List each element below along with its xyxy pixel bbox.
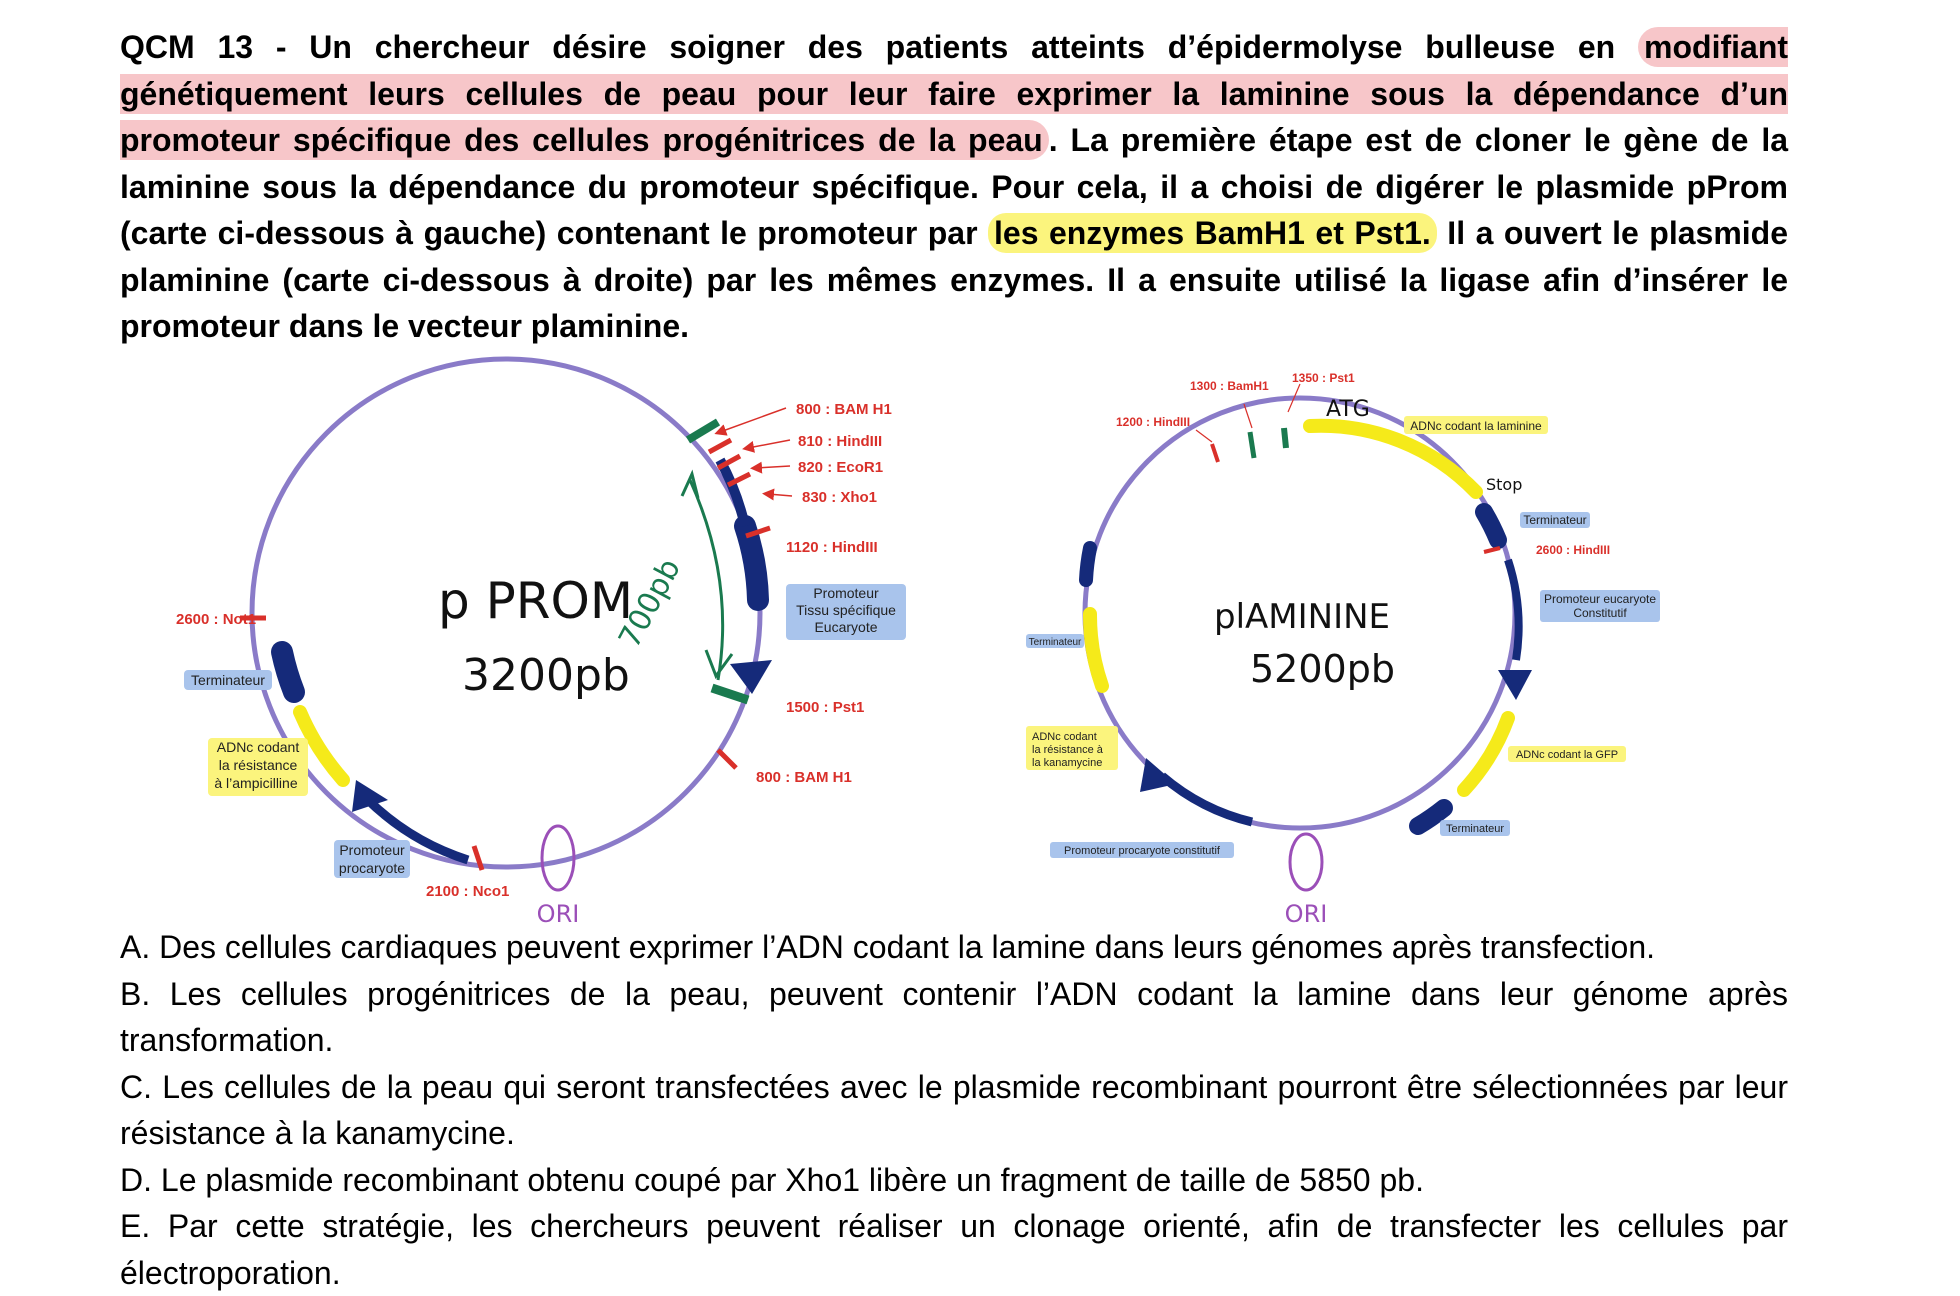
plaminine-leader-1200 [1196,430,1212,442]
plaminine-gfp [1464,718,1508,790]
plaminine-tick-2600 [1484,548,1500,552]
plaminine-tick-1300 [1250,432,1254,458]
pprom-leader-800 [720,408,786,432]
pprom-map [176,359,906,928]
pprom-promoter-l1: Promoteur [813,585,879,601]
answer-a[interactable]: A. Des cellules cardiaques peuvent exprimer l’ADN codant la lamine dans leurs génomes après transfection. [120,929,1655,965]
pprom-tick-800b [718,750,736,768]
plaminine-prok [1162,776,1252,822]
plaminine-stop: Stop [1486,475,1523,494]
plaminine-term2-label: Terminateur [1028,637,1082,648]
plaminine-prok-label: Promoteur procaryote constitutif [1064,845,1220,857]
plaminine-leader-1300 [1244,404,1252,428]
pprom-site-820: 820 : EcoR1 [798,459,884,476]
plaminine-ori-label: ORI [1284,900,1328,928]
pprom-ori-label: ORI [536,900,580,928]
plaminine-site-2600: 2600 : HindIII [1536,543,1611,557]
pprom-green-pst1 [712,688,748,700]
plaminine-tick-1200 [1212,444,1218,462]
question-part3: Il a ouvert le plasmide plaminine (carte ci-dessous à droite) par les mêmes enzymes. Il a ensuite utilisé la ligase afin d’insérer le promoteur dans le vecteur plaminine. [120,215,1789,344]
pprom-leader-830 [768,494,792,496]
plaminine-site-1300: 1300 : BamH1 [1190,379,1269,393]
plaminine-size: 5200pb [1250,647,1395,691]
pprom-site-810: 810 : HindIII [798,433,883,450]
pprom-700pb-head-top [682,474,698,498]
plaminine-terminator2 [1086,548,1090,580]
pprom-site-2100: 2100 : Nco1 [426,883,510,900]
pprom-site-830: 830 : Xho1 [802,489,878,506]
plaminine-gfp-label: ADNc codant la GFP [1515,749,1619,761]
plaminine-terminator1 [1484,512,1498,540]
plaminine-map [1026,371,1660,928]
question-highlight-red: modifiant génétiquement leurs cellules de peau pour leur faire exprimer la laminine sous la dépendance d’un promoteur spécifique des cellules progénitrices de la peau [120,29,1789,158]
pprom-promoter-l2: Tissu spécifique [796,602,896,618]
plaminine-term3-label: Terminateur [1445,823,1505,835]
plaminine-site-1350: 1350 : Pst1 [1292,371,1355,385]
plaminine-ori [1290,834,1322,890]
pprom-site-800: 800 : BAM H1 [796,401,892,418]
plaminine-promeuc-l1: Promoteur eucaryote [1543,592,1657,606]
plaminine-site-1200: 1200 : HindIII [1116,415,1191,429]
answer-d[interactable]: D. Le plasmide recombinant obtenu coupé par Xho1 libère un fragment de taille de 5850 pb. [120,1161,1424,1198]
plaminine-kan-l3: la kanamycine [1032,757,1103,769]
pprom-amp-l1: ADNc codant [216,739,300,755]
pprom-leader-820 [756,466,790,468]
plaminine-name: plAMININE [1214,597,1391,637]
pprom-tick-810 [709,440,731,452]
plaminine-promeuc-l2: Constitutif [1573,606,1627,620]
pprom-site-1120: 1120 : HindIII [786,539,878,556]
pprom-name: p PROM [438,572,634,630]
pprom-promoter-head [730,660,772,694]
answer-c[interactable]: C. Les cellules de la peau qui seront transfectées avec le plasmide recombinant pourront être sélectionnées par leur résistance à la kanamycine. [120,1068,1788,1151]
pprom-700pb: 700pb [612,553,688,654]
answer-b[interactable]: B. Les cellules progénitrices de la peau, peuvent contenir l’ADN codant la lamine dans leur génome après transformation. [120,975,1788,1058]
pprom-promoter-l3: Eucaryote [814,619,878,635]
question-highlight-yellow: les enzymes BamH1 et Pst1. [988,213,1437,253]
plaminine-atg: ATG [1326,397,1370,422]
plaminine-kan [1090,614,1102,686]
plaminine-laminine-label: ADNc codant la laminine [1410,419,1542,433]
pprom-size: 3200pb [462,650,630,701]
pprom-leader-810 [748,440,790,448]
question-label: QCM 13 [120,29,254,65]
plaminine-tick-1350 [1284,428,1286,448]
pprom-terminator-label: Terminateur [191,672,265,688]
answer-list [120,924,1788,1296]
pprom-prok-l1: Promoteur [339,842,405,858]
pprom-terminator [282,652,294,692]
question-part1: - Un chercheur désire soigner des patients atteints d’épidermolyse bulleuse en [253,29,1639,65]
question-part2: . La première étape est de cloner le gène de la laminine sous la dépendance du promoteur spécifique. Pour cela, il a choisi de digérer le plasmide pProm (carte ci-dessous à gauche) contenant le promoteur par [120,122,1789,251]
pprom-amp-l2: la résistance [218,757,298,773]
plaminine-kan-l1: ADNc codant [1032,731,1097,743]
plaminine-kan-l2: la résistance à [1032,744,1103,756]
pprom-site-800b: 800 : BAM H1 [756,769,852,786]
pprom-green-bamh1 [688,422,718,440]
pprom-prok-l2: procaryote [338,860,406,876]
answer-e[interactable]: E. Par cette stratégie, les chercheurs peuvent réaliser un clonage orienté, afin de transfecter les cellules par électroporation. [120,1208,1788,1291]
pprom-site-2600: 2600 : Not1 [176,611,257,628]
pprom-site-1500: 1500 : Pst1 [786,699,865,716]
plaminine-term1-label: Terminateur [1523,513,1587,527]
pprom-amp-l3: à l’ampicilline [214,775,298,791]
pprom-promoter-body [720,460,745,526]
